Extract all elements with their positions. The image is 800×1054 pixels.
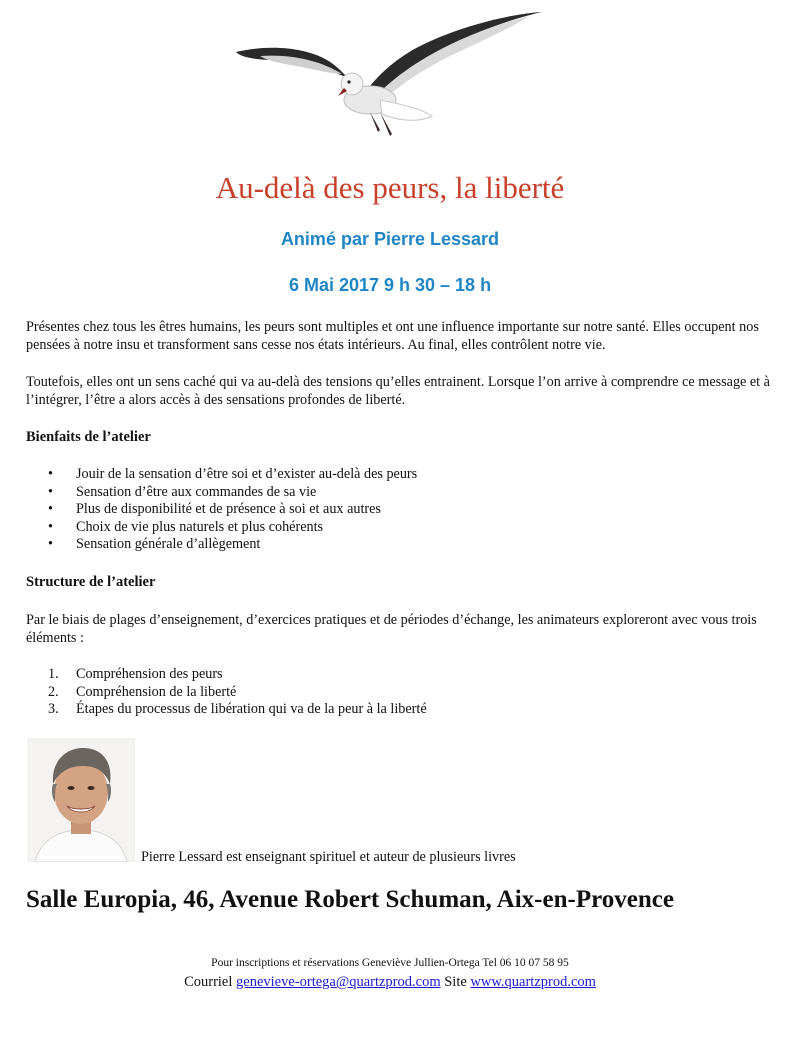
website-link[interactable]: www.quartzprod.com bbox=[470, 974, 596, 990]
facilitator-line: Animé par Pierre Lessard bbox=[280, 229, 500, 249]
list-item: • Sensation d’être aux commandes de sa vie bbox=[48, 483, 317, 500]
seagull-image bbox=[230, 4, 550, 144]
contact-line bbox=[0, 974, 780, 991]
list-item: • Jouir de la sensation d’être soi et d’exister au-delà des peurs bbox=[48, 466, 418, 482]
seagull-icon bbox=[230, 4, 550, 144]
list-item: 3. Étapes du processus de libération qui va de la peur à la liberté bbox=[48, 701, 427, 718]
portrait-icon bbox=[27, 738, 135, 862]
structure-heading: Structure de l’atelier bbox=[26, 574, 156, 590]
venue-address: Salle Europia, 46, Avenue Robert Schuman, Aix-en-Provence bbox=[26, 886, 674, 913]
intro-paragraph-1: Présentes chez tous les êtres humains, les peurs sont multiples et ont une influence importante sur notre santé. Elles occupent nos pensées à notre insu et transforment sans cesse nos états intérieurs. Au final, elles contrôlent notre vie. bbox=[26, 319, 759, 353]
registration-line: Pour inscriptions et réservations Geneviève Jullien-Ortega Tel 06 10 07 58 95 bbox=[211, 957, 569, 969]
list-item: 2. Compréhension de la liberté bbox=[48, 683, 237, 700]
list-item: • Plus de disponibilité et de présence à soi et aux autres bbox=[48, 501, 381, 518]
bullet-icon: • bbox=[48, 518, 53, 535]
bullet-icon: • bbox=[48, 466, 53, 482]
intro-paragraph-2: Toutefois, elles ont un sens caché qui va au-delà des tensions qu’elles entrainent. Lorsque l’on arrive à comprendre ce message et à l’intégrer, l’être a alors accès à des sensations profondes de liberté. bbox=[26, 374, 770, 408]
structure-intro: Par le biais de plages d’enseignement, d’exercices pratiques et de périodes d’échange, les animateurs exploreront avec vous trois éléments : bbox=[26, 612, 757, 646]
email-label: Courriel bbox=[184, 974, 233, 990]
benefits-list bbox=[26, 466, 417, 554]
page-title: Au-delà des peurs, la liberté bbox=[215, 170, 565, 205]
speaker-caption: Pierre Lessard est enseignant spirituel et auteur de plusieurs livres bbox=[141, 849, 516, 865]
list-item: • Choix de vie plus naturels et plus cohérents bbox=[48, 518, 324, 535]
email-link[interactable]: genevieve-ortega@quartzprod.com bbox=[236, 974, 441, 990]
list-item: • Sensation générale d’allègement bbox=[48, 536, 261, 553]
structure-list bbox=[26, 666, 427, 719]
event-date: 6 Mai 2017 9 h 30 – 18 h bbox=[288, 275, 492, 295]
bullet-icon: • bbox=[48, 536, 53, 553]
benefits-heading: Bienfaits de l’atelier bbox=[26, 429, 151, 445]
speaker-portrait bbox=[27, 738, 135, 862]
site-label: Site bbox=[444, 974, 467, 990]
list-item: 1. Compréhension des peurs bbox=[48, 666, 223, 682]
bullet-icon: • bbox=[48, 483, 53, 500]
bullet-icon: • bbox=[48, 501, 53, 518]
